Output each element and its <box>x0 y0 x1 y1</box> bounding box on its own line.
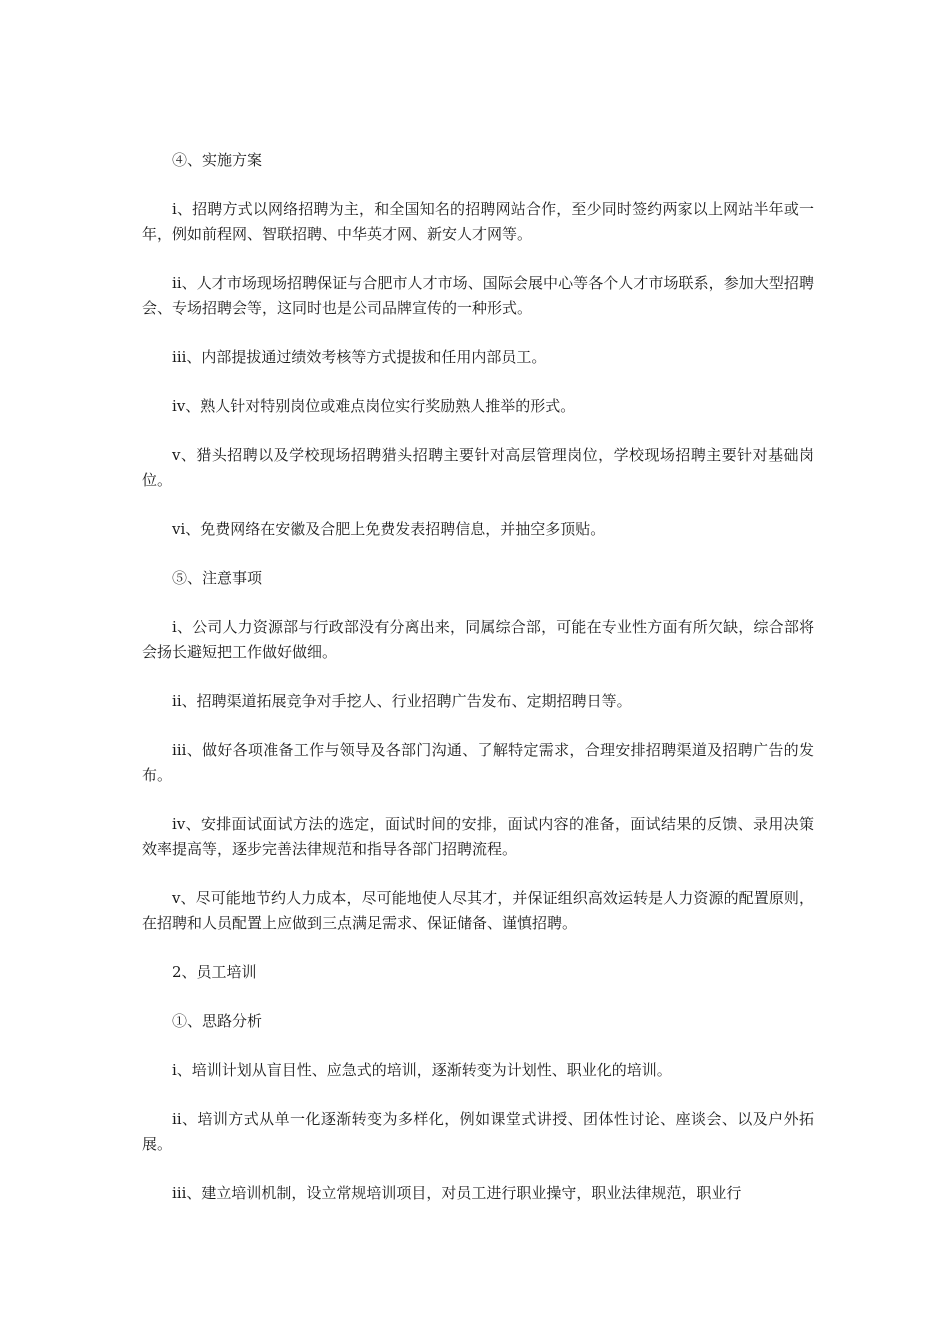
paragraph-preparation: ⅲ、做好各项准备工作与领导及各部门沟通、了解特定需求，合理安排招聘渠道及招聘广告的发布。 <box>142 741 814 784</box>
document-body <box>142 148 814 1230</box>
section-heading-employee-training: 2、员工培训 <box>172 963 257 981</box>
paragraph-interview: ⅳ、安排面试面试方法的选定，面试时间的安排，面试内容的准备，面试结果的反馈、录用决策效率提高等，逐步完善法律规范和指导各部门招聘流程。 <box>142 815 814 858</box>
section-heading-notes: ⑤、注意事项 <box>172 569 263 587</box>
paragraph-free-network: ⅵ、免费网络在安徽及合肥上免费发表招聘信息，并抽空多顶贴。 <box>172 520 606 538</box>
paragraph-training-plan: ⅰ、培训计划从盲目性、应急式的培训，逐渐转变为计划性、职业化的培训。 <box>172 1061 672 1079</box>
paragraph-headhunting: ⅴ、猎头招聘以及学校现场招聘猎头招聘主要针对高层管理岗位，学校现场招聘主要针对基础岗位。 <box>142 446 814 489</box>
paragraph-cost-saving: ⅴ、尽可能地节约人力成本，尽可能地使人尽其才，并保证组织高效运转是人力资源的配置原则，在招聘和人员配置上应做到三点满足需求、保证储备、谨慎招聘。 <box>142 889 814 932</box>
paragraph-internal-promotion: ⅲ、内部提拔通过绩效考核等方式提拔和任用内部员工。 <box>172 348 547 366</box>
paragraph-training-mechanism: ⅲ、建立培训机制，设立常规培训项目，对员工进行职业操守，职业法律规范，职业行 <box>172 1184 742 1202</box>
section-heading-implementation-plan: ④、实施方案 <box>172 151 263 169</box>
paragraph-channel-expansion: ⅱ、招聘渠道拓展竞争对手挖人、行业招聘广告发布、定期招聘日等。 <box>172 692 632 710</box>
section-heading-analysis: ①、思路分析 <box>172 1012 263 1030</box>
paragraph-training-method: ⅱ、培训方式从单一化逐渐转变为多样化，例如课堂式讲授、团体性讨论、座谈会、以及户外拓展。 <box>142 1110 814 1153</box>
paragraph-hr-department: ⅰ、公司人力资源部与行政部没有分离出来，同属综合部，可能在专业性方面有所欠缺，综合部将会扬长避短把工作做好做细。 <box>142 618 814 661</box>
paragraph-talent-market: ⅱ、人才市场现场招聘保证与合肥市人才市场、国际会展中心等各个人才市场联系，参加大型招聘会、专场招聘会等，这同时也是公司品牌宣传的一种形式。 <box>142 274 814 317</box>
paragraph-referral: ⅳ、熟人针对特别岗位或难点岗位实行奖励熟人推举的形式。 <box>172 397 576 415</box>
paragraph-online-recruitment: ⅰ、招聘方式以网络招聘为主，和全国知名的招聘网站合作，至少同时签约两家以上网站半年或一年，例如前程网、智联招聘、中华英才网、新安人才网等。 <box>142 200 814 243</box>
